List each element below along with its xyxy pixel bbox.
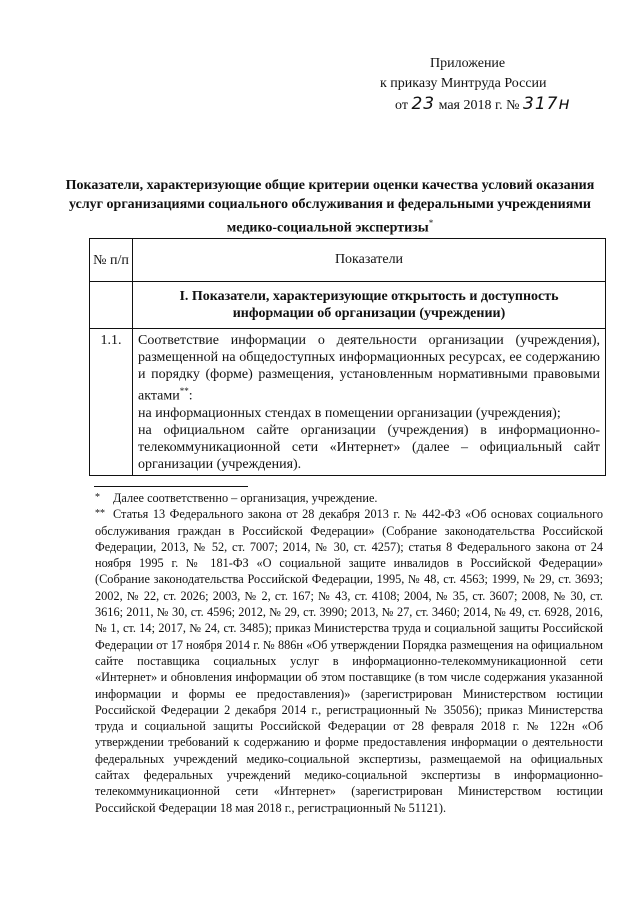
footnote-2-text: Статья 13 Федерального закона от 28 декабря 2013 г. № 442-ФЗ «Об основах социального обслуживания граждан в Российской Федерации» (Собрание законодательства Российской Федерации, 2013, № 52, ст. 7007; 2014, № 30, ст. 4257); статья 8 Федерального закона от 24 ноября 1995 г. № 181-ФЗ «О социальной защите инвалидов в Российской Федерации» (Собрание законодательства Российской Федерации, 1995, № 48, ст. 4563; 1999, № 29, ст. 3693; 2002, № 22, ст. 2026; 2003, № 2, ст. 167; № 43, ст. 4108; 2004, № 35, ст. 3607; 2008, № 30, ст. 3616; 2011, № 30, ст. 4596; 2012, № 29, ст. 3990; 2013, № 27, ст. 3460; 2014, № 49, ст. 6928, 2016, № 1, ст. 14; 2017, № 24, ст. 3485); приказ Министерства труда и социальной защиты Российской Федерации от 17 ноября 2014 г. № 886н «Об утверждении Порядка размещения на официальном сайте поставщика социальных услуг в информационно-телекоммуникационной сети «Интернет» и обновления информации об этом поставщике (в том числе содержания указанной информации и формы ее предоставления)» (зарегистрирован Министерством юстиции Российской Федерации 2 декабря 2014 г., регистрационный № 35056); приказ Министерства труда и социальной защиты Российской Федерации от 28 февраля 2018 г. № 122н «Об утверждении требований к содержанию и форме предоставления информации о деятельности федеральных учреждений медико-социальной экспертизы, размещаемой на официальных сайтах федеральных учреждений медико-социальной экспертизы в информационно-телекоммуникационной сети «Интернет» (зарегистрирован Министерством юстиции Российской Федерации 18 мая 2018 г., регистрационный № 51121). <box>95 507 603 815</box>
section-title: I. Показатели, характеризующие открытость и доступность информации об организации (учреждении) <box>133 282 606 329</box>
footnote-1-text: Далее соответственно – организация, учреждение. <box>113 491 378 505</box>
row-suffix: : <box>188 388 193 404</box>
appendix-header <box>368 54 608 116</box>
footnotes <box>95 490 603 816</box>
handwritten-day: 23 <box>411 94 436 114</box>
title-text: Показатели, характеризующие общие критерии оценки качества условий оказания услуг организациями социального обслуживания и федеральными учреждениями медико-социальной экспертизы <box>65 178 595 236</box>
section-num-cell <box>90 282 133 329</box>
appendix-label: Приложение <box>430 56 506 71</box>
row-footnote-mark: ** <box>179 386 189 396</box>
title-footnote-mark: * <box>428 218 434 228</box>
date-prefix: от <box>395 98 408 113</box>
row-text: Соответствие информации о деятельности организации (учреждения), размещенной на общедоступных информационных ресурсах, ее содержанию и порядку (форме) размещения, установленным нормативными правовыми актами <box>138 333 600 404</box>
order-date-line <box>368 94 608 116</box>
date-middle: мая 2018 г. № <box>438 98 520 113</box>
section-row <box>90 282 606 329</box>
handwritten-order-number: 317н <box>523 94 571 114</box>
footnote-divider <box>94 486 248 487</box>
indicators-table <box>89 238 606 476</box>
row-content <box>133 329 606 476</box>
order-reference: к приказу Минтруда России <box>380 76 547 91</box>
table-row <box>90 329 606 476</box>
row-number: 1.1. <box>90 329 133 476</box>
row-main-text <box>138 332 600 405</box>
document-title <box>60 176 600 238</box>
row-item-2: на официальном сайте организации (учреждения) в информационно-телекоммуникационной сети «Интернет» (далее – официальный сайт организации (учреждения). <box>138 422 600 472</box>
header-title: Показатели <box>133 239 606 282</box>
footnote-2 <box>95 506 603 816</box>
table-header-row <box>90 239 606 282</box>
header-num: № п/п <box>90 239 133 282</box>
footnote-1 <box>95 490 603 506</box>
footnote-2-mark: ** <box>95 508 105 520</box>
footnote-1-mark: * <box>95 492 100 503</box>
row-item-1: на информационных стендах в помещении организации (учреждения); <box>138 405 561 421</box>
